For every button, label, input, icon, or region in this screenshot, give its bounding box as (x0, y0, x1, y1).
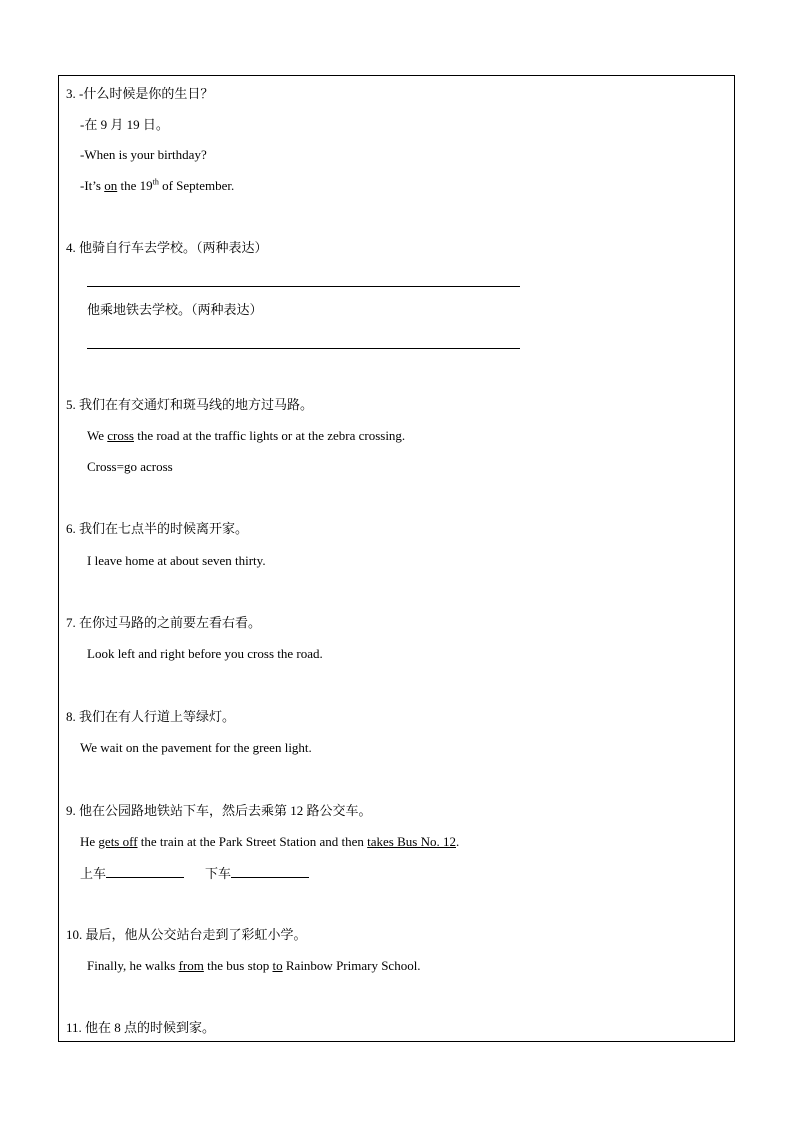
q3-answer-english: -It’s on the 19th of September. (80, 177, 235, 193)
q9-chinese: 9. 他在公园路地铁站下车，然后去乘第 12 路公交车。 (66, 803, 372, 818)
underlined-from: from (178, 958, 204, 973)
q9-get-on (80, 865, 184, 882)
underlined-to: to (272, 958, 283, 973)
q10-english: Finally, he walks from the bus stop to Rainbow Primary School. (87, 958, 421, 973)
q7-chinese: 7. 在你过马路的之前要左看右看。 (66, 615, 262, 630)
q8-chinese: 8. 我们在有人行道上等绿灯。 (66, 709, 236, 724)
q4-chinese: 4. 他骑自行车去学校。（两种表达） (66, 240, 268, 255)
get-off-blank[interactable] (231, 865, 309, 878)
q5-note: Cross=go across (87, 459, 173, 474)
q6-english: I leave home at about seven thirty. (87, 553, 266, 568)
q3-question-english: -When is your birthday? (80, 147, 207, 162)
q9-get-off (205, 865, 309, 882)
q3-chinese: 3. -什么时候是你的生日？ (66, 86, 214, 101)
q4-chinese-2: 他乘地铁去学校。（两种表达） (87, 302, 263, 317)
q8-english: We wait on the pavement for the green light. (80, 740, 312, 755)
q4-answer-blank-1[interactable] (87, 286, 520, 287)
q3-answer-chinese: -在 9 月 19 日。 (80, 117, 169, 132)
q4-answer-blank-2[interactable] (87, 348, 520, 349)
underlined-gets-off: gets off (98, 834, 138, 849)
get-on-label: 上车 (80, 866, 107, 881)
get-on-blank[interactable] (106, 865, 184, 878)
underlined-on: on (104, 178, 118, 193)
q9-english: He gets off the train at the Park Street Station and then takes Bus No. 12. (80, 834, 460, 849)
underlined-takes-bus: takes Bus No. 12 (367, 834, 456, 849)
q5-chinese: 5. 我们在有交通灯和斑马线的地方过马路。 (66, 397, 314, 412)
get-off-label: 下车 (205, 866, 232, 881)
q11-chinese: 11. 他在 8 点的时候到家。 (66, 1020, 216, 1035)
underlined-cross: cross (107, 428, 134, 443)
q6-chinese: 6. 我们在七点半的时候离开家。 (66, 521, 249, 536)
q5-english: We cross the road at the traffic lights or at the zebra crossing. (87, 428, 406, 443)
q10-chinese: 10. 最后，他从公交站台走到了彩虹小学。 (66, 927, 307, 942)
q7-english: Look left and right before you cross the road. (87, 646, 323, 661)
